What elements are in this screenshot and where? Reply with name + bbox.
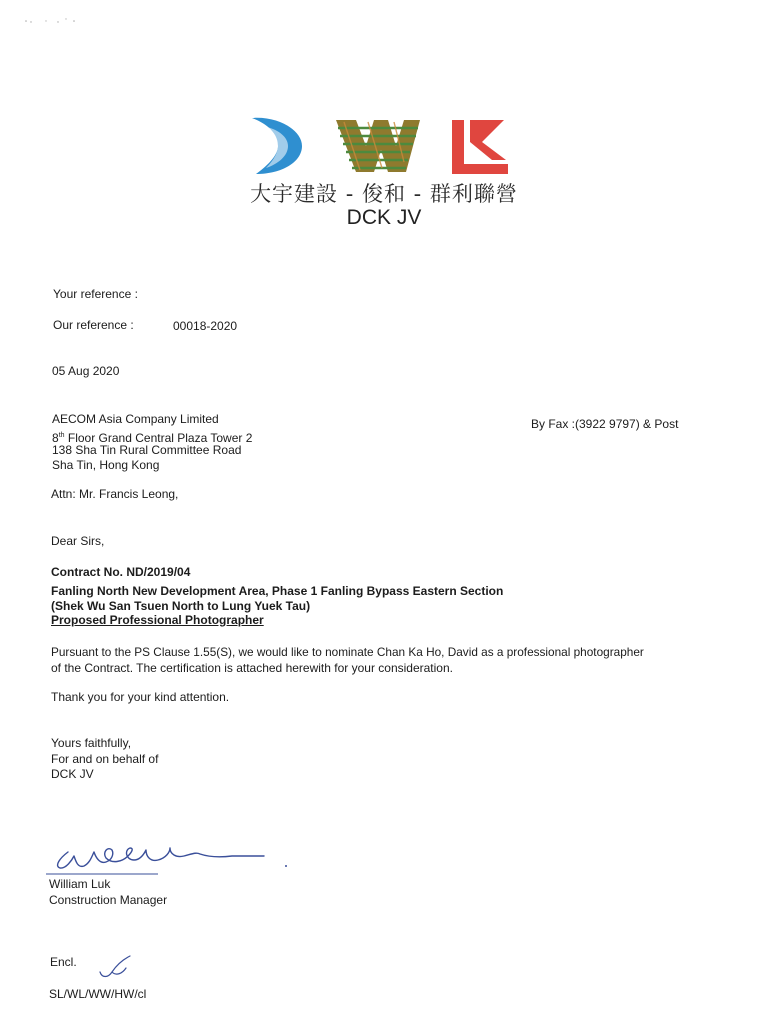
floor-address: Floor Grand Central Plaza Tower 2 xyxy=(64,431,253,445)
attention-line: Attn: Mr. Francis Leong, xyxy=(51,487,179,501)
swoosh-d-logo xyxy=(252,118,302,174)
enclosure-label: Encl. xyxy=(50,955,77,969)
letter-date: 05 Aug 2020 xyxy=(52,364,120,378)
subject-title: Proposed Professional Photographer xyxy=(51,613,264,627)
closing-faithfully: Yours faithfully, xyxy=(51,736,132,750)
scan-specks xyxy=(22,16,82,26)
floor-ordinal: th xyxy=(58,432,65,439)
body-paragraph-line-1: Pursuant to the PS Clause 1.55(S), we would like to nominate Chan Ka Ho, David as a professional photographer xyxy=(51,645,644,659)
subject-section: (Shek Wu San Tsuen North to Lung Yuek Tau) xyxy=(51,599,311,613)
closing-on-behalf: For and on behalf of xyxy=(51,752,159,766)
recipient-company: AECOM Asia Company Limited xyxy=(52,412,219,426)
letterhead-logos xyxy=(248,112,518,178)
thank-you-line: Thank you for your kind attention. xyxy=(51,690,230,704)
our-reference-label: Our reference : xyxy=(53,318,134,332)
closing-firm: DCK JV xyxy=(51,767,94,781)
firm-name: DCK JV xyxy=(346,206,422,229)
your-reference-label: Your reference : xyxy=(53,287,138,301)
recipient-road: 138 Sha Tin Rural Committee Road xyxy=(52,443,242,457)
subject-project: Fanling North New Development Area, Phase 1 Fanling Bypass Eastern Section xyxy=(51,584,504,598)
floor-number: 8 xyxy=(52,431,59,445)
woven-w-logo xyxy=(336,120,420,172)
our-reference-value: 00018-2020 xyxy=(173,319,238,333)
subject-contract-no: Contract No. ND/2019/04 xyxy=(51,565,191,579)
recipient-city: Sha Tin, Hong Kong xyxy=(52,458,160,472)
salutation: Dear Sirs, xyxy=(51,534,105,548)
delivery-method: By Fax :(3922 9797) & Post xyxy=(531,417,679,431)
company-names-cjk: 大宇建設 - 俊和 - 群利聯營 xyxy=(250,182,518,206)
signatory-title: Construction Manager xyxy=(49,893,168,907)
body-paragraph-line-2: of the Contract. The certification is attached herewith for your consideration. xyxy=(51,661,453,675)
lk-logo xyxy=(452,120,508,174)
initial-mark xyxy=(96,952,144,982)
reference-initials: SL/WL/WW/HW/cl xyxy=(49,987,147,1001)
signatory-name: William Luk xyxy=(49,877,111,891)
